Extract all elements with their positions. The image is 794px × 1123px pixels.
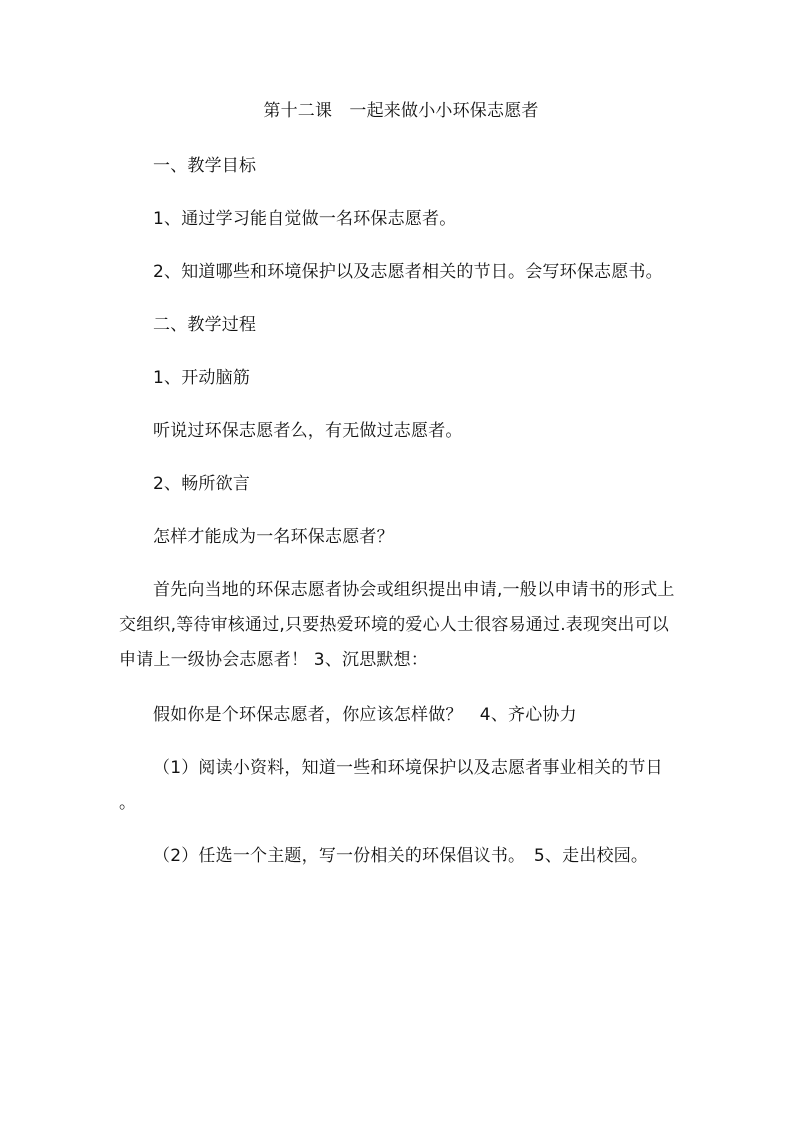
process-step-4-item-2: （2）任选一个主题，写一份相关的环保倡议书。 5、走出校园。	[153, 846, 649, 866]
process-step-4-item-1: （1）阅读小资料，知道一些和环境保护以及志愿者事业相关的节日。	[119, 758, 663, 813]
section-teaching-goals: 一、教学目标	[153, 156, 257, 176]
process-step-2-heading: 2、畅所欲言	[153, 474, 251, 494]
section-teaching-process: 二、教学过程	[153, 315, 257, 335]
process-step-2-question: 怎样才能成为一名环保志愿者？	[153, 527, 394, 547]
goal-item-2: 2、知道哪些和环境保护以及志愿者相关的节日。会写环保志愿书。	[153, 262, 663, 282]
process-step-2-answer: 首先向当地的环保志愿者协会或组织提出申请,一般以申请书的形式上交组织,等待审核通过,只要热爱环境的爱心人士很容易通过.表现突出可以申请上一级协会志愿者！ 3、沉思默想：	[119, 580, 675, 670]
lesson-title: 第十二课 一起来做小小环保志愿者	[263, 101, 539, 121]
process-step-1-text: 听说过环保志愿者么，有无做过志愿者。	[153, 421, 463, 441]
goal-item-1: 1、通过学习能自觉做一名环保志愿者。	[153, 209, 457, 229]
document-content	[119, 94, 675, 892]
process-step-1-heading: 1、开动脑筋	[153, 368, 251, 388]
process-step-3-question: 假如你是个环保志愿者，你应该怎样做？ 4、齐心协力	[153, 705, 577, 725]
